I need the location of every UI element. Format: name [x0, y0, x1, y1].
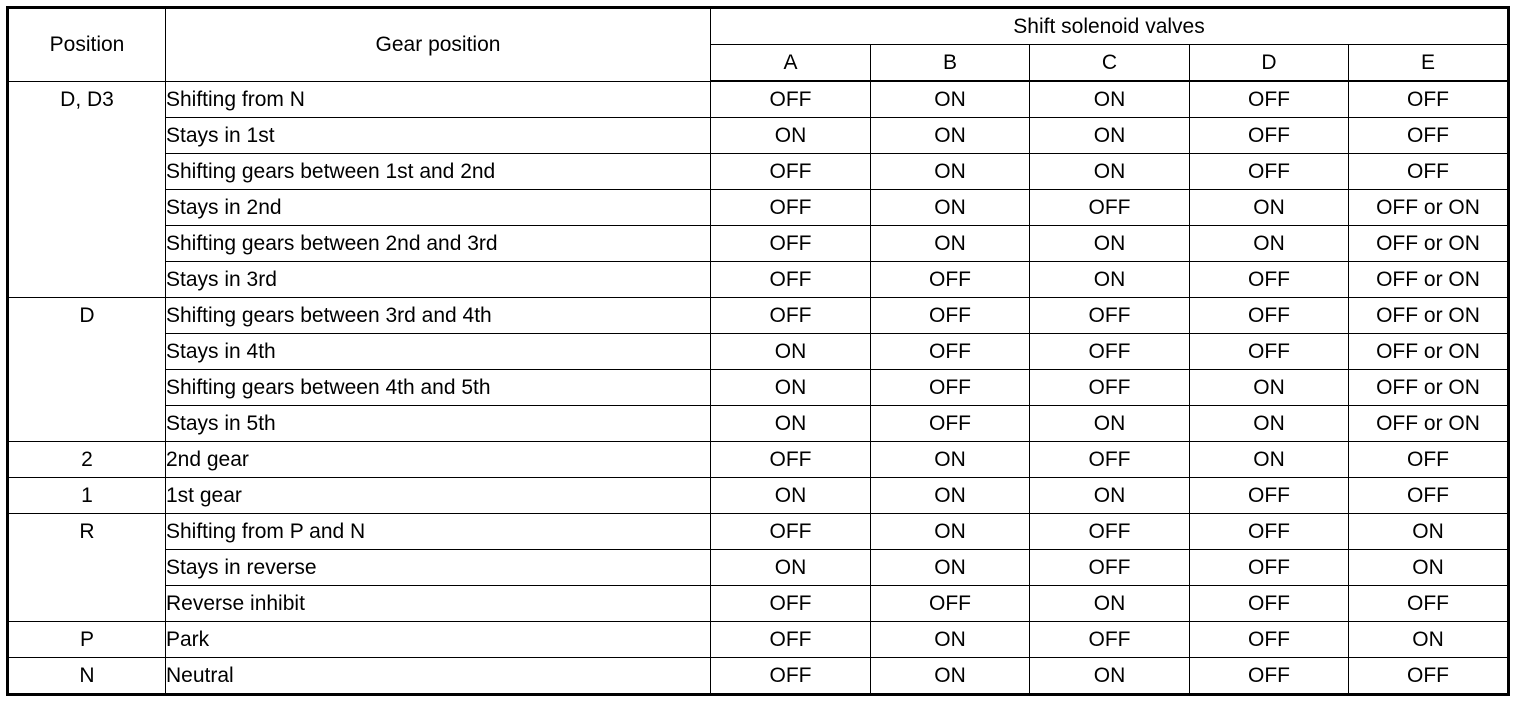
- valve-e-cell: OFF: [1349, 118, 1509, 154]
- valve-a-cell: OFF: [711, 586, 871, 622]
- table-row: [8, 298, 1509, 334]
- gear-position-cell: Shifting from N: [166, 81, 711, 118]
- gear-position-cell: 2nd gear: [166, 442, 711, 478]
- valve-c-cell: OFF: [1030, 190, 1190, 226]
- header-valve-a: A: [711, 45, 871, 82]
- valve-d-cell: ON: [1190, 190, 1349, 226]
- valve-a-cell: OFF: [711, 622, 871, 658]
- valve-b-cell: ON: [871, 550, 1030, 586]
- gear-position-cell: Shifting from P and N: [166, 514, 711, 550]
- valve-c-cell: OFF: [1030, 370, 1190, 406]
- header-valve-d: D: [1190, 45, 1349, 82]
- valve-c-cell: OFF: [1030, 442, 1190, 478]
- valve-d-cell: ON: [1190, 406, 1349, 442]
- table-row: [8, 334, 1509, 370]
- valve-b-cell: OFF: [871, 406, 1030, 442]
- valve-b-cell: ON: [871, 190, 1030, 226]
- document-page: [6, 6, 1510, 696]
- valve-e-cell: OFF: [1349, 586, 1509, 622]
- valve-d-cell: OFF: [1190, 550, 1349, 586]
- valve-a-cell: OFF: [711, 514, 871, 550]
- valve-c-cell: ON: [1030, 478, 1190, 514]
- table-row: [8, 154, 1509, 190]
- valve-a-cell: OFF: [711, 262, 871, 298]
- gear-position-cell: Shifting gears between 4th and 5th: [166, 370, 711, 406]
- valve-c-cell: ON: [1030, 154, 1190, 190]
- valve-a-cell: OFF: [711, 81, 871, 118]
- gear-position-cell: Neutral: [166, 658, 711, 695]
- valve-d-cell: OFF: [1190, 586, 1349, 622]
- gear-position-cell: 1st gear: [166, 478, 711, 514]
- gear-position-cell: Shifting gears between 3rd and 4th: [166, 298, 711, 334]
- valve-a-cell: ON: [711, 478, 871, 514]
- valve-d-cell: OFF: [1190, 478, 1349, 514]
- valve-a-cell: ON: [711, 550, 871, 586]
- valve-e-cell: OFF or ON: [1349, 190, 1509, 226]
- gear-position-cell: Reverse inhibit: [166, 586, 711, 622]
- valve-e-cell: OFF or ON: [1349, 298, 1509, 334]
- valve-a-cell: OFF: [711, 298, 871, 334]
- valve-b-cell: ON: [871, 514, 1030, 550]
- table-row: [8, 658, 1509, 695]
- valve-c-cell: ON: [1030, 406, 1190, 442]
- valve-c-cell: OFF: [1030, 298, 1190, 334]
- header-valve-e: E: [1349, 45, 1509, 82]
- valve-d-cell: OFF: [1190, 514, 1349, 550]
- gear-position-cell: Stays in 2nd: [166, 190, 711, 226]
- valve-d-cell: ON: [1190, 226, 1349, 262]
- table-row: [8, 442, 1509, 478]
- valve-e-cell: OFF or ON: [1349, 334, 1509, 370]
- position-cell: 1: [8, 478, 166, 514]
- table-body: [8, 81, 1509, 695]
- valve-b-cell: ON: [871, 226, 1030, 262]
- valve-b-cell: ON: [871, 118, 1030, 154]
- valve-d-cell: OFF: [1190, 334, 1349, 370]
- table-row: [8, 118, 1509, 154]
- valve-b-cell: ON: [871, 478, 1030, 514]
- gear-position-cell: Park: [166, 622, 711, 658]
- header-shift-solenoid-valves: Shift solenoid valves: [711, 8, 1509, 45]
- valve-b-cell: OFF: [871, 334, 1030, 370]
- position-cell: P: [8, 622, 166, 658]
- table-row: [8, 586, 1509, 622]
- valve-e-cell: OFF or ON: [1349, 226, 1509, 262]
- valve-d-cell: OFF: [1190, 81, 1349, 118]
- valve-b-cell: OFF: [871, 370, 1030, 406]
- table-row: [8, 81, 1509, 118]
- valve-e-cell: OFF or ON: [1349, 370, 1509, 406]
- valve-c-cell: ON: [1030, 226, 1190, 262]
- valve-d-cell: OFF: [1190, 118, 1349, 154]
- valve-b-cell: ON: [871, 622, 1030, 658]
- table-row: [8, 514, 1509, 550]
- gear-position-cell: Shifting gears between 1st and 2nd: [166, 154, 711, 190]
- valve-c-cell: ON: [1030, 658, 1190, 695]
- valve-a-cell: ON: [711, 406, 871, 442]
- valve-e-cell: OFF: [1349, 81, 1509, 118]
- valve-a-cell: OFF: [711, 442, 871, 478]
- valve-a-cell: ON: [711, 370, 871, 406]
- valve-c-cell: ON: [1030, 81, 1190, 118]
- valve-c-cell: OFF: [1030, 622, 1190, 658]
- valve-e-cell: ON: [1349, 514, 1509, 550]
- valve-a-cell: ON: [711, 334, 871, 370]
- valve-e-cell: ON: [1349, 550, 1509, 586]
- valve-e-cell: OFF: [1349, 154, 1509, 190]
- valve-c-cell: ON: [1030, 262, 1190, 298]
- valve-d-cell: OFF: [1190, 262, 1349, 298]
- table-row: [8, 550, 1509, 586]
- valve-d-cell: OFF: [1190, 658, 1349, 695]
- valve-a-cell: OFF: [711, 154, 871, 190]
- valve-d-cell: ON: [1190, 370, 1349, 406]
- valve-c-cell: OFF: [1030, 334, 1190, 370]
- valve-b-cell: OFF: [871, 262, 1030, 298]
- valve-b-cell: OFF: [871, 586, 1030, 622]
- gear-position-cell: Stays in 3rd: [166, 262, 711, 298]
- valve-d-cell: OFF: [1190, 154, 1349, 190]
- valve-a-cell: ON: [711, 118, 871, 154]
- table-row: [8, 190, 1509, 226]
- gear-position-cell: Stays in 1st: [166, 118, 711, 154]
- valve-d-cell: ON: [1190, 442, 1349, 478]
- valve-d-cell: OFF: [1190, 622, 1349, 658]
- valve-e-cell: OFF: [1349, 658, 1509, 695]
- gear-position-cell: Shifting gears between 2nd and 3rd: [166, 226, 711, 262]
- valve-d-cell: OFF: [1190, 298, 1349, 334]
- valve-c-cell: ON: [1030, 118, 1190, 154]
- valve-c-cell: OFF: [1030, 550, 1190, 586]
- position-cell: 2: [8, 442, 166, 478]
- position-cell: R: [8, 514, 166, 622]
- header-valve-b: B: [871, 45, 1030, 82]
- valve-e-cell: OFF or ON: [1349, 406, 1509, 442]
- table-row: [8, 370, 1509, 406]
- table-row: [8, 262, 1509, 298]
- valve-e-cell: OFF: [1349, 478, 1509, 514]
- valve-e-cell: OFF: [1349, 442, 1509, 478]
- valve-b-cell: ON: [871, 442, 1030, 478]
- position-cell: D, D3: [8, 81, 166, 298]
- valve-c-cell: OFF: [1030, 514, 1190, 550]
- table-row: [8, 226, 1509, 262]
- valve-e-cell: ON: [1349, 622, 1509, 658]
- gear-position-cell: Stays in 4th: [166, 334, 711, 370]
- valve-a-cell: OFF: [711, 226, 871, 262]
- position-cell: N: [8, 658, 166, 695]
- valve-b-cell: ON: [871, 81, 1030, 118]
- header-gear-position: Gear position: [166, 8, 711, 82]
- valve-b-cell: OFF: [871, 298, 1030, 334]
- position-cell: D: [8, 298, 166, 442]
- valve-e-cell: OFF or ON: [1349, 262, 1509, 298]
- header-position: Position: [8, 8, 166, 82]
- valve-a-cell: OFF: [711, 190, 871, 226]
- valve-b-cell: ON: [871, 658, 1030, 695]
- gear-position-cell: Stays in reverse: [166, 550, 711, 586]
- table-row: [8, 406, 1509, 442]
- table-row: [8, 622, 1509, 658]
- gear-position-cell: Stays in 5th: [166, 406, 711, 442]
- valve-b-cell: ON: [871, 154, 1030, 190]
- table-row: [8, 478, 1509, 514]
- header-valve-c: C: [1030, 45, 1190, 82]
- valve-c-cell: ON: [1030, 586, 1190, 622]
- shift-solenoid-table: [6, 6, 1510, 696]
- valve-a-cell: OFF: [711, 658, 871, 695]
